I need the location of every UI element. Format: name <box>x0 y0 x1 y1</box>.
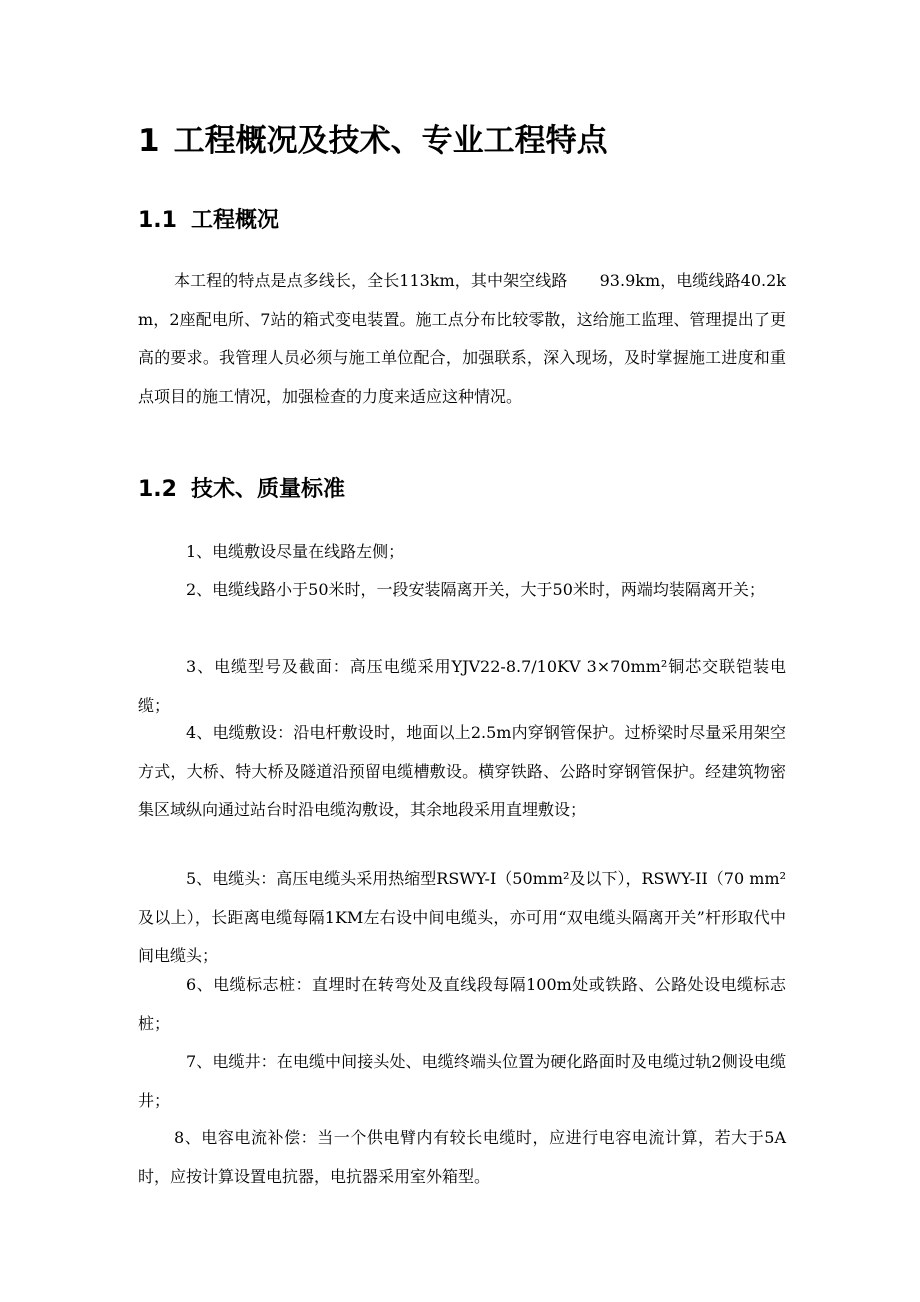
chapter-title: 工程概况及技术、专业工程特点 <box>173 123 608 159</box>
section-number: 1.1 <box>138 208 177 233</box>
standard-item-3: 3、电缆型号及截面：高压电缆采用YJV22-8.7/10KV 3×70mm²铜芯交联铠装电缆； <box>138 657 786 715</box>
standard-item-7: 7、电缆井：在电缆中间接头处、电缆终端头位置为硬化路面时及电缆过轨2侧设电缆井； <box>138 1052 786 1110</box>
standard-item-8: 8、电容电流补偿：当一个供电臂内有较长电缆时，应进行电容电流计算，若大于5A时，应按计算设置电抗器，电抗器采用室外箱型。 <box>138 1128 786 1186</box>
chapter-number: 1 <box>138 123 160 159</box>
standard-item-2: 2、电缆线路小于50米时，一段安装隔离开关，大于50米时，两端均装隔离开关； <box>186 580 765 599</box>
overview-paragraph: 本工程的特点是点多线长，全长113km，其中架空线路 93.9km，电缆线路40.2km，2座配电所、7站的箱式变电装置。施工点分布比较零散，这给施工监理、管理提出了更高的要求。我管理人员必须与施工单位配合，加强联系，深入现场，及时掌握施工进度和重点项目的施工情况，加强检查的力度来适应这种情况。 <box>138 271 786 406</box>
standard-item-4: 4、电缆敷设：沿电杆敷设时，地面以上2.5m内穿钢管保护。过桥梁时尽量采用架空方式，大桥、特大桥及隧道沿预留电缆槽敷设。横穿铁路、公路时穿钢管保护。经建筑物密集区域纵向通过站台时沿电缆沟敷设，其余地段采用直埋敷设； <box>138 723 786 819</box>
standard-item-1: 1、电缆敷设尽量在线路左侧； <box>186 542 405 561</box>
section-heading-1-2 <box>138 473 345 507</box>
section-number: 1.2 <box>138 477 177 502</box>
section-title: 技术、质量标准 <box>190 477 345 502</box>
standard-item-6: 6、电缆标志桩：直埋时在转弯处及直线段每隔100m处或铁路、公路处设电缆标志桩； <box>138 975 786 1033</box>
chapter-heading <box>138 118 608 164</box>
standard-item-5: 5、电缆头：高压电缆头采用热缩型RSWY-I（50mm²及以下），RSWY-II（70 mm²及以上），长距离电缆每隔1KM左右设中间电缆头，亦可用“双电缆头隔离开关”杆形取代中间电缆头； <box>138 869 786 965</box>
section-title: 工程概况 <box>190 208 279 233</box>
section-heading-1-1 <box>138 204 279 238</box>
